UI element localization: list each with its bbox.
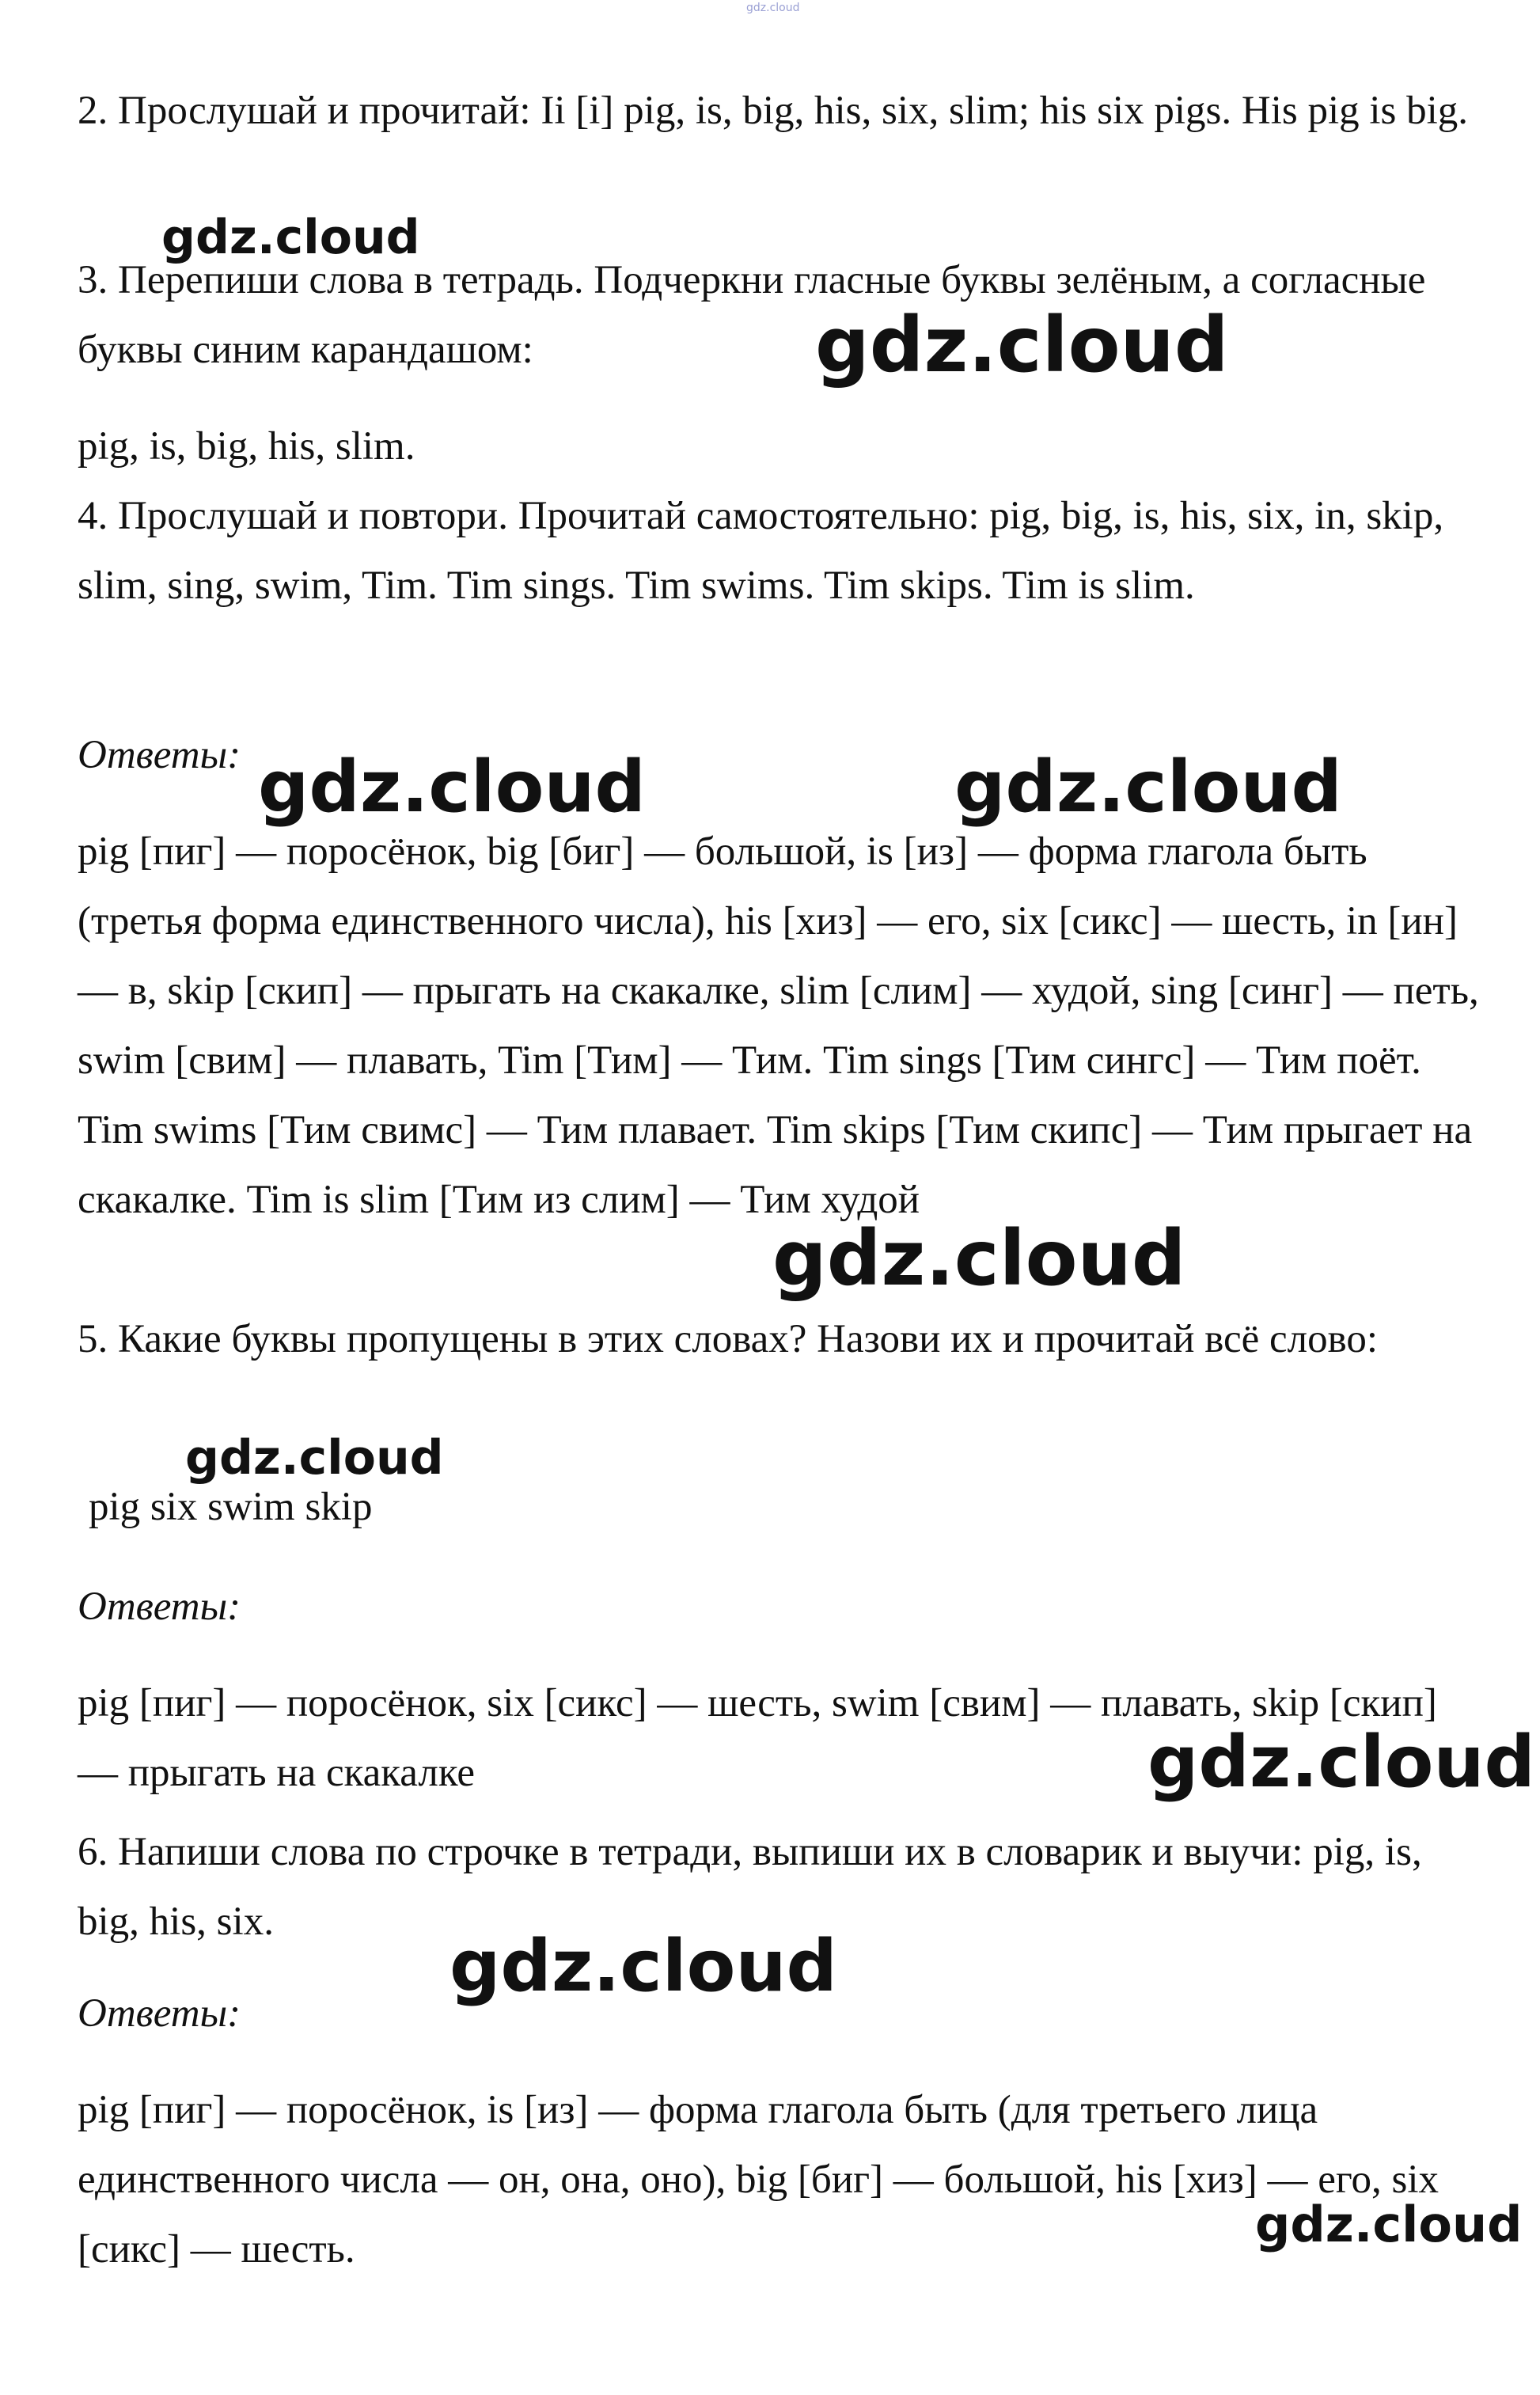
exercise-3-text: 3. Перепиши слова в тетрадь. Подчеркни гласные буквы зелёным, а согласные буквы синим карандашом: — [78, 258, 1426, 372]
exercise-4-text: 4. Прослушай и повтори. Прочитай самостоятельно: pig, big, is, his, six, in, skip, slim, sing, swim, Tim. Tim sings. Tim swims. Tim skips. Tim is slim. — [78, 494, 1444, 608]
watermark-6: gdz.cloud — [185, 1430, 444, 1486]
answer-5-text: pig [пиг] — поросёнок, six [сикс] — шесть, swim [свим] — плавать, skip [скип] — прыгать на скакалке — [78, 1681, 1437, 1795]
watermark-1: gdz.cloud — [161, 210, 420, 265]
watermark-9: gdz.cloud — [1255, 2196, 1523, 2253]
exercise-2-text: 2. Прослушай и прочитай: Ii [i] pig, is, big, his, six, slim; his six pigs. His pig is big. — [78, 89, 1469, 133]
watermark-5: gdz.cloud — [772, 1214, 1186, 1303]
answer-4-text: pig [пиг] — поросёнок, big [биг] — большой, is [из] — форма глагола быть (третья форма единственного числа), his [хиз] — его, six [сикс] — шесть, in [ин] — в, skip [скип] — прыгать на скакалке, slim [слим] — худой, sing [синг] — петь, swim [свим] — плавать, Tim [Тим] — Тим. Tim sings [Тим сингс] — Тим поёт. Tim swims [Тим свимс] — Тим плавает. Tim skips [Тим скипс] — Тим прыгает на скакалке. Tim is slim [Тим из слим] — Тим худой — [78, 829, 1479, 1222]
top-watermark: gdz.cloud — [746, 2, 800, 14]
watermark-4: gdz.cloud — [954, 746, 1342, 829]
answers-label-2: Ответы: — [78, 1585, 241, 1629]
answers-label-3: Ответы: — [78, 1991, 241, 2036]
exercise-5-words: pig six swim skip — [89, 1485, 373, 1529]
watermark-3: gdz.cloud — [258, 746, 646, 829]
watermark-7: gdz.cloud — [1147, 1721, 1535, 1804]
exercise-5-text: 5. Какие буквы пропущены в этих словах? Назови их и прочитай всё слово: — [78, 1317, 1379, 1361]
answer-6-text: pig [пиг] — поросёнок, is [из] — форма глагола быть (для третьего лица единственного числа — он, она, оно), big [биг] — большой, his [хиз] — его, six [сикс] — шесть. — [78, 2088, 1439, 2272]
exercise-3-words: pig, is, big, his, slim. — [78, 424, 415, 469]
watermark-2: gdz.cloud — [815, 301, 1229, 389]
answers-label-1: Ответы: — [78, 733, 241, 777]
watermark-8: gdz.cloud — [449, 1925, 837, 2008]
exercise-6-text: 6. Напиши слова по строчке в тетради, выпиши их в словарик и выучи: pig, is, big, his, six. — [78, 1830, 1422, 1944]
